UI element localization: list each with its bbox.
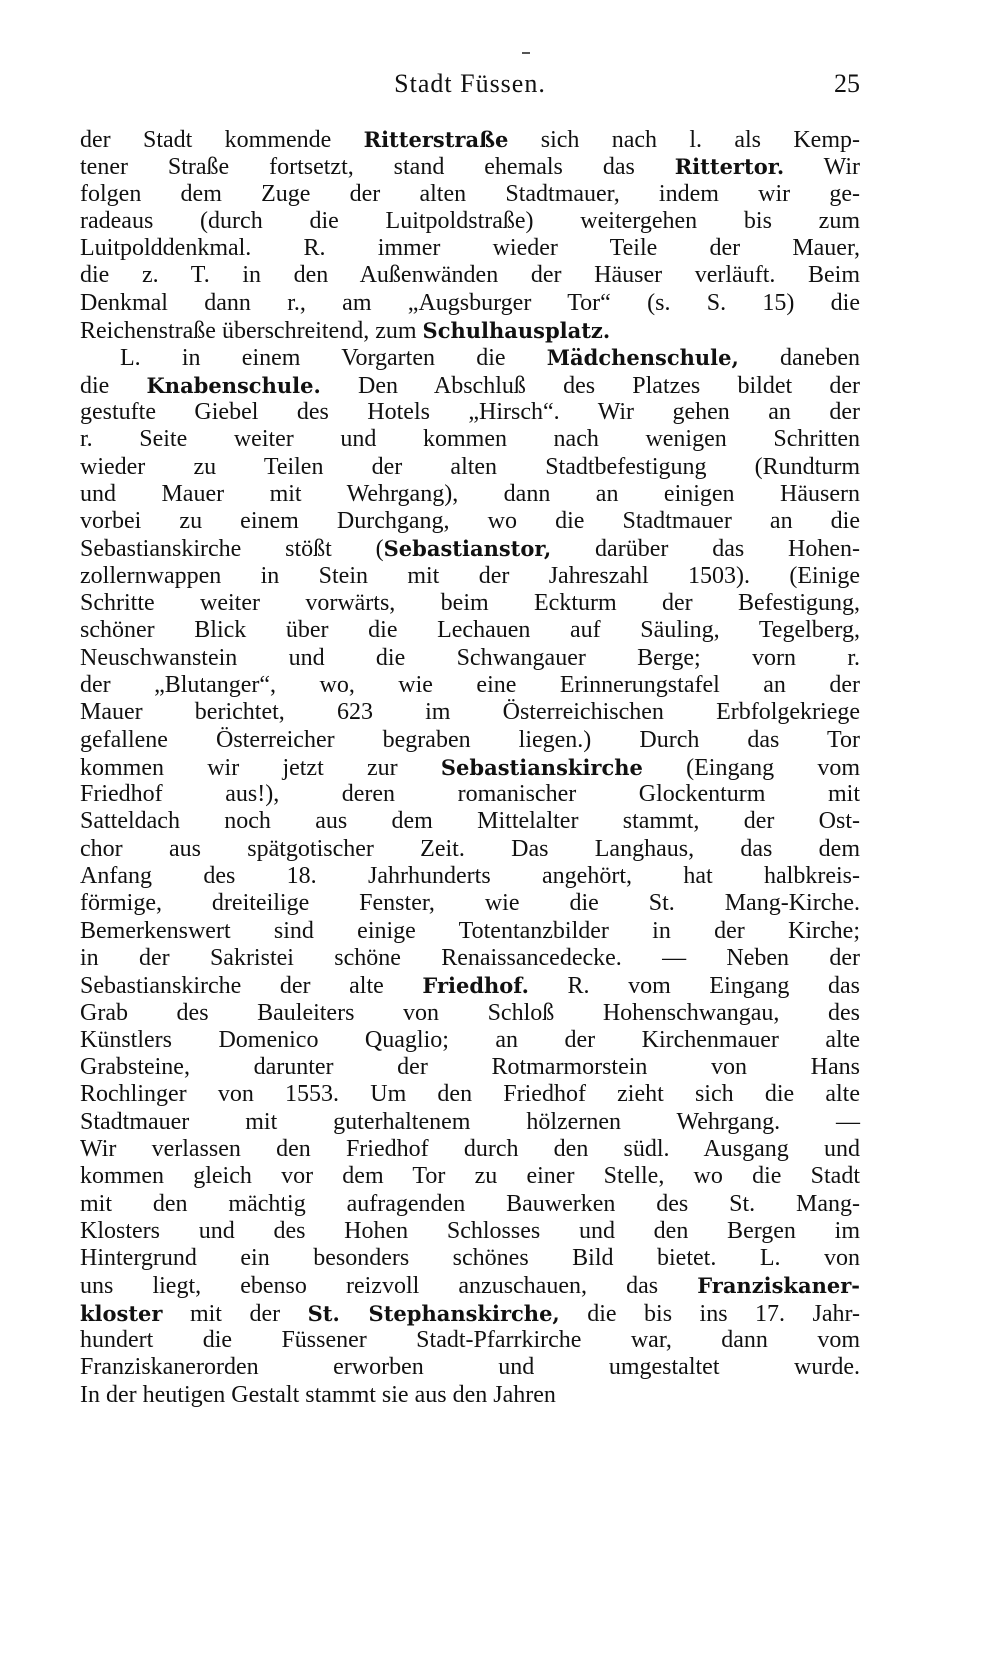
text-run: R. vom Eingang das bbox=[528, 973, 860, 1000]
text-line bbox=[80, 918, 860, 945]
text-run: L. in einem Vorgarten die bbox=[120, 345, 547, 372]
bold-term: Rittertor. bbox=[674, 154, 785, 180]
text-line bbox=[80, 508, 860, 535]
text-line bbox=[80, 672, 860, 699]
bold-term: Schulhausplatz. bbox=[422, 318, 611, 344]
text-line bbox=[80, 1354, 860, 1381]
text-line bbox=[80, 863, 860, 890]
text-run: der Stadt kommende bbox=[80, 127, 364, 153]
text-line bbox=[80, 262, 860, 289]
text-run: darüber das Hohen- bbox=[551, 536, 860, 563]
text-run: Klosters und des Hohen Schlosses und den Bergen im bbox=[80, 1217, 860, 1244]
text-run: chor aus spätgotischer Zeit. Das Langhaus, das dem bbox=[80, 835, 860, 862]
text-run: kommen gleich vor dem Tor zu einer Stelle, wo die Stadt bbox=[80, 1163, 860, 1190]
text-line bbox=[80, 563, 860, 590]
bold-term: Mädchenschule, bbox=[546, 345, 739, 371]
text-run: Künstlers Domenico Quaglio; an der Kirchenmauer alte bbox=[80, 1026, 860, 1053]
text-run: die bis ins 17. Jahr- bbox=[559, 1300, 860, 1327]
text-line bbox=[80, 1191, 860, 1218]
text-run: radeaus (durch die Luitpoldstraße) weitergehen bis zum bbox=[80, 207, 860, 234]
text-run: förmige, dreiteilige Fenster, wie die St. Mang-Kirche. bbox=[80, 890, 860, 917]
text-run: uns liegt, ebenso reizvoll anzuschauen, das bbox=[80, 1273, 698, 1300]
text-run: Sebastianskirche stößt ( bbox=[80, 536, 384, 563]
text-run: folgen dem Zuge der alten Stadtmauer, indem wir ge- bbox=[80, 180, 860, 207]
text-run: Anfang des 18. Jahrhunderts angehört, hat halbkreis- bbox=[80, 863, 860, 890]
text-line bbox=[80, 1000, 860, 1027]
text-run: Friedhof aus!), deren romanischer Glockenturm mit bbox=[80, 781, 860, 808]
print-mark bbox=[522, 52, 530, 54]
text-run: Denkmal dann r., am „Augsburger Tor“ (s. S. 15) die bbox=[80, 289, 860, 316]
text-run: Hintergrund ein besonders schönes Bild bietet. L. von bbox=[80, 1245, 860, 1272]
text-run: zollernwappen in Stein mit der Jahreszahl 1503). (Einige bbox=[80, 562, 860, 589]
text-run: (Eingang vom bbox=[642, 754, 861, 781]
text-run: r. Seite weiter und kommen nach wenigen Schritten bbox=[80, 426, 860, 453]
text-run: mit den mächtig aufragenden Bauwerken des St. Mang- bbox=[80, 1190, 860, 1217]
text-line bbox=[80, 481, 860, 508]
text-line bbox=[80, 535, 860, 562]
text-run: sich nach l. als Kemp- bbox=[508, 127, 860, 153]
text-line bbox=[80, 890, 860, 917]
text-run: gestufte Giebel des Hotels „Hirsch“. Wir gehen an der bbox=[80, 398, 860, 425]
text-line bbox=[80, 426, 860, 453]
text-line bbox=[80, 1027, 860, 1054]
bold-term: Sebastianskirche bbox=[440, 754, 643, 780]
text-run: Luitpolddenkmal. R. immer wieder Teile der Mauer, bbox=[80, 235, 860, 262]
text-run: in der Sakristei schöne Renaissancedecke. — Neben der bbox=[80, 944, 860, 971]
text-run: wieder zu Teilen der alten Stadtbefestigung (Rundturm bbox=[80, 453, 860, 480]
text-run: Wir verlassen den Friedhof durch den südl. Ausgang und bbox=[80, 1135, 860, 1162]
text-line bbox=[80, 781, 860, 808]
text-line bbox=[80, 344, 860, 371]
text-line bbox=[80, 617, 860, 644]
text-line bbox=[80, 454, 860, 481]
text-run: Reichenstraße überschreitend, zum bbox=[80, 318, 423, 345]
text-run: die bbox=[80, 372, 147, 399]
text-run: kommen wir jetzt zur bbox=[80, 754, 441, 781]
text-line bbox=[80, 1327, 860, 1354]
text-line bbox=[80, 836, 860, 863]
text-line bbox=[80, 727, 860, 754]
text-run: Bemerkenswert sind einige Totentanzbilder in der Kirche; bbox=[80, 917, 860, 944]
text-line bbox=[80, 1300, 860, 1327]
text-line bbox=[80, 1245, 860, 1272]
text-line bbox=[80, 372, 860, 399]
text-run: Satteldach noch aus dem Mittelalter stammt, der Ost- bbox=[80, 808, 860, 835]
text-run: Mauer berichtet, 623 im Österreichischen Erbfolgekriege bbox=[80, 699, 860, 726]
text-line bbox=[80, 808, 860, 835]
text-run: Den Abschluß des Platzes bildet der bbox=[320, 372, 860, 399]
text-run: vorbei zu einem Durchgang, wo die Stadtmauer an die bbox=[80, 508, 860, 535]
text-run: hundert die Füssener Stadt-Pfarrkirche war, dann vom bbox=[80, 1327, 860, 1354]
text-line bbox=[80, 290, 860, 317]
text-run: Rochlinger von 1553. Um den Friedhof zieht sich die alte bbox=[80, 1081, 860, 1108]
text-run: In der heutigen Gestalt stammt sie aus den Jahren bbox=[80, 1381, 556, 1408]
text-line bbox=[80, 590, 860, 617]
text-line bbox=[80, 235, 860, 262]
text-line bbox=[80, 1382, 860, 1409]
text-run: die z. T. in den Außenwänden der Häuser verläuft. Beim bbox=[80, 262, 860, 289]
text-line bbox=[80, 399, 860, 426]
bold-term: Knabenschule. bbox=[146, 372, 321, 398]
text-run: der „Blutanger“, wo, wie eine Erinnerungstafel an der bbox=[80, 671, 860, 698]
text-line bbox=[80, 1109, 860, 1136]
text-run: mit der bbox=[162, 1300, 308, 1327]
text-run: Wir bbox=[784, 154, 860, 181]
text-line bbox=[80, 945, 860, 972]
bold-term: Ritterstraße bbox=[363, 127, 509, 152]
running-head bbox=[80, 66, 860, 102]
bold-term: kloster bbox=[80, 1300, 163, 1326]
text-line bbox=[80, 645, 860, 672]
text-line bbox=[80, 1163, 860, 1190]
text-line bbox=[80, 1136, 860, 1163]
text-line bbox=[80, 1272, 860, 1299]
text-run: Grab des Bauleiters von Schloß Hohenschwangau, des bbox=[80, 999, 860, 1026]
text-run: tener Straße fortsetzt, stand ehemals das bbox=[80, 154, 675, 181]
text-line bbox=[80, 317, 860, 344]
bold-term: St. Stephanskirche, bbox=[307, 1300, 560, 1326]
body-text bbox=[80, 126, 860, 1409]
bold-term: Friedhof. bbox=[422, 973, 529, 999]
text-line bbox=[80, 1218, 860, 1245]
text-run: daneben bbox=[738, 345, 860, 372]
bold-term: Sebastianstor, bbox=[383, 536, 552, 562]
text-run: Neuschwanstein und die Schwangauer Berge; vorn r. bbox=[80, 644, 860, 671]
text-line bbox=[80, 126, 860, 153]
text-run: und Mauer mit Wehrgang), dann an einigen Häusern bbox=[80, 480, 860, 507]
text-line bbox=[80, 1081, 860, 1108]
text-run: Franziskanerorden erworben und umgestaltet wurde. bbox=[80, 1354, 860, 1381]
text-run: Stadtmauer mit guterhaltenem hölzernen Wehrgang. — bbox=[80, 1108, 860, 1135]
text-run: Grabsteine, darunter der Rotmarmorstein von Hans bbox=[80, 1054, 860, 1081]
text-line bbox=[80, 208, 860, 235]
text-run: Schritte weiter vorwärts, beim Eckturm der Befestigung, bbox=[80, 590, 860, 617]
text-line bbox=[80, 972, 860, 999]
text-line bbox=[80, 699, 860, 726]
text-line bbox=[80, 1054, 860, 1081]
running-title: Stadt Füssen. bbox=[394, 69, 546, 98]
text-line bbox=[80, 181, 860, 208]
text-run: Sebastianskirche der alte bbox=[80, 973, 423, 1000]
page-number: 25 bbox=[834, 69, 860, 98]
text-line bbox=[80, 754, 860, 781]
bold-term: Franziskaner- bbox=[697, 1273, 860, 1299]
text-run: gefallene Österreicher begraben liegen.) Durch das Tor bbox=[80, 726, 860, 753]
text-line bbox=[80, 153, 860, 180]
text-run: schöner Blick über die Lechauen auf Säuling, Tegelberg, bbox=[80, 617, 860, 644]
